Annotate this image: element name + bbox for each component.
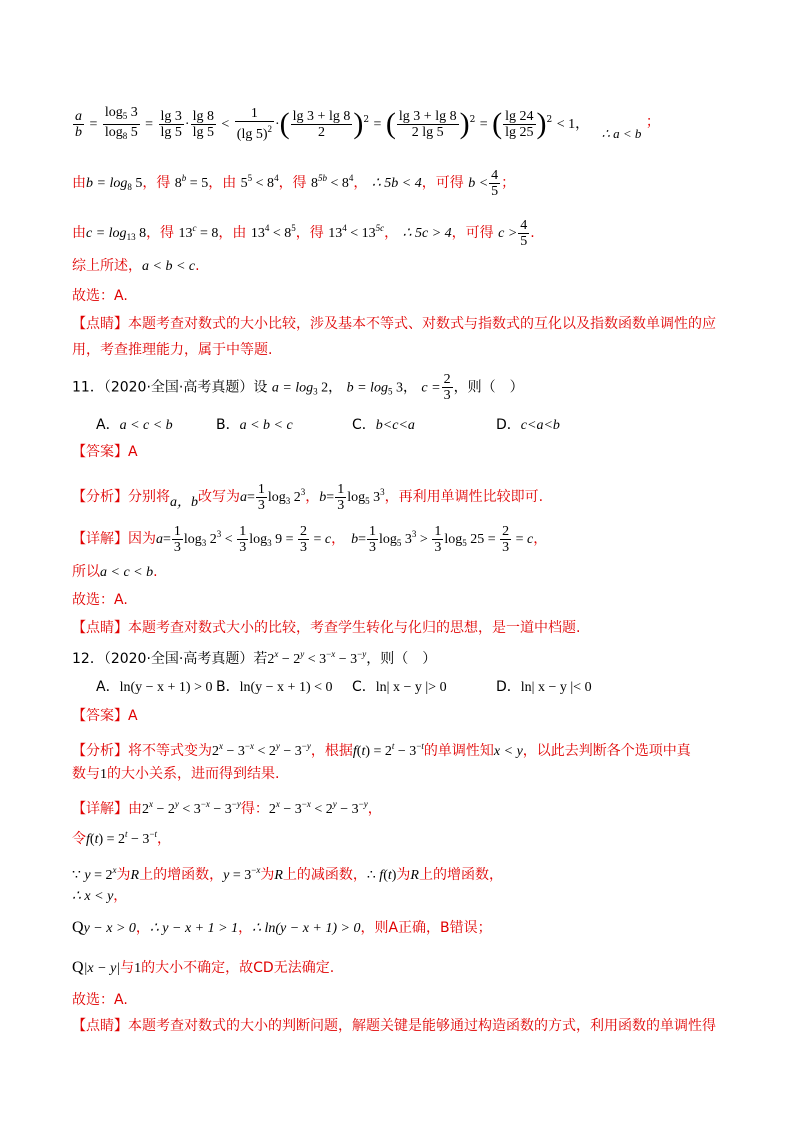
comment-line: 【点睛】本题考查对数式的大小的判断问题，解题关键是能够通过构造函数的方式，利用函数的单调性得	[72, 1018, 716, 1034]
option-text: a < b < c	[239, 418, 293, 433]
text: ，	[384, 225, 399, 241]
option-d[interactable]	[496, 676, 592, 696]
math: a = log	[271, 380, 314, 396]
text: 为	[396, 867, 411, 883]
math-sup: b	[181, 173, 187, 183]
math: 8	[174, 176, 182, 191]
option-label: D．	[496, 417, 521, 433]
math: ∴ 5c > 4	[402, 226, 452, 241]
math: 2，	[317, 380, 343, 396]
text: 的大小不确定，故CD无法确定.	[141, 960, 335, 976]
math: 13	[178, 226, 193, 241]
option-label: C．	[352, 417, 376, 433]
math-rewritten: $2^x - 3^{-x} < 2^y - 3^{-y}$	[212, 741, 311, 759]
text: 数与	[72, 766, 100, 782]
comment-line: 【点睛】本题考查对数式大小的比较，考查学生转化与化归的思想，是一道中档题.	[72, 620, 581, 636]
math-sup: 4	[342, 223, 347, 233]
math-sup: 4	[274, 173, 279, 183]
option-text: ln(y − x + 1) > 0	[119, 680, 213, 695]
option-text: a < c < b	[119, 418, 173, 433]
line-c-derivation	[72, 210, 740, 249]
text: 由	[72, 175, 86, 191]
frac-sum-over-2: $\frac{\lg 3 + \lg 8}{2}$	[292, 108, 351, 140]
text: .	[153, 564, 158, 580]
math: b = log	[86, 176, 128, 191]
option-label: B．	[216, 417, 240, 433]
text: .	[530, 225, 535, 241]
conclusion-cd-line	[72, 958, 740, 979]
frac-log-ratio: $\frac{\log_5 3}{\log_8 5}$	[104, 104, 138, 141]
math-sup: 4	[348, 173, 354, 183]
text: ，	[113, 888, 128, 904]
option-text: b<c<a	[375, 418, 415, 433]
math: |x − y|	[83, 961, 121, 976]
option-label: A．	[96, 679, 120, 695]
option-a[interactable]	[96, 676, 212, 696]
math: = 5	[186, 176, 209, 191]
answer-line: 【答案】A	[72, 708, 138, 724]
because-symbol: Q	[72, 919, 84, 936]
frac-lg24-lg25: $\frac{\lg 24}{\lg 25}$	[505, 108, 534, 140]
math: R	[274, 868, 283, 883]
math: c >	[498, 226, 518, 241]
text: ，由	[208, 175, 237, 191]
den: 5	[520, 233, 528, 249]
frac-lg3-lg5: $\frac{\lg 3}{\lg 5}$	[160, 108, 182, 140]
text: 【详解】	[72, 801, 128, 817]
punct: ；	[645, 114, 660, 130]
question-source: （2020·全国·高考真题）	[103, 651, 254, 667]
text: ，得	[295, 225, 324, 241]
math-sub: 8	[127, 182, 132, 192]
text: ，得	[146, 225, 175, 241]
text: 因为	[128, 531, 156, 547]
frac-lg8-lg5: $\frac{\lg 8}{\lg 5}$	[192, 108, 214, 140]
summary-line	[72, 256, 740, 277]
text: 上的增函数，	[139, 867, 224, 883]
math: c =	[421, 380, 441, 396]
math-y-2x: ∵ $y = 2^x$	[72, 865, 117, 883]
text: 【分析】	[72, 743, 128, 759]
math-condition: $2^x - 2^y < 3^{-x} - 3^{-y}$	[267, 649, 367, 667]
frac-sum-over-2lg5: $\frac{\lg 3 + \lg 8}{2 \lg 5}$	[398, 108, 457, 140]
question-11-stem	[72, 372, 740, 403]
option-b[interactable]	[216, 676, 333, 696]
choice-line: 故选：A.	[72, 288, 128, 304]
math-sup: 4	[264, 223, 270, 233]
analysis-line	[72, 736, 740, 762]
detail-line	[72, 794, 740, 820]
question-number: 12．	[72, 651, 104, 667]
text: ，可得	[451, 225, 494, 241]
num: 4	[520, 217, 528, 233]
text: 由	[72, 225, 86, 241]
analysis-line-2	[72, 764, 740, 785]
math: 5	[240, 176, 248, 191]
detail-line: 【详解】因为a= $\frac{1}{3}$ $\log_3 2^3$ < $\frac{1}{3}$ $\log_3 9$ = $\frac{2}{3}$ = c， b= $\frac{1}{3}$ $\log_5 3^3$ > $\frac{1}{3}$ $\log_5 25$ = $\frac{2}{3}$ = c，	[72, 524, 548, 556]
text: 令	[72, 831, 86, 847]
text: 分别将	[128, 489, 170, 505]
monotonic-line	[72, 860, 740, 886]
analysis-line: 【分析】分别将a，b改写为a= $\frac{1}{3}$ $\log_3 2^3$，b= $\frac{1}{3}$ $\log_5 3^3$，再利用单调性比较即可.	[72, 482, 544, 514]
text: 所以	[72, 564, 100, 580]
option-text: ln| x − y |> 0	[375, 680, 447, 695]
math-a-expr: a= $\frac{1}{3}$ $\log_3 2^3$	[240, 482, 306, 514]
text: 设	[253, 379, 268, 396]
math: R	[130, 868, 140, 883]
math: a < c < b	[100, 565, 154, 580]
question-number: 11．	[72, 379, 104, 396]
text: 的单调性知	[423, 743, 494, 759]
option-text: ln| x − y |< 0	[520, 680, 592, 695]
option-b[interactable]	[216, 414, 293, 434]
math: x < y	[493, 744, 523, 759]
frac-one-over-lg5sq: $\frac{1}{(\lg 5)^2}$	[236, 106, 272, 142]
text: 的大小关系，进而得到结果.	[107, 766, 280, 782]
question-source: （2020·全国·高考真题）	[103, 379, 254, 396]
math-a-comparison: a= $\frac{1}{3}$ $\log_3 2^3$ < $\frac{1}{3}$ $\log_3 9$ = $\frac{2}{3}$ = c	[156, 524, 332, 556]
math: < 8	[269, 226, 292, 241]
text: ；	[501, 175, 516, 191]
text: 与	[120, 960, 135, 976]
text: 综上所述，	[72, 258, 142, 274]
math: b <	[468, 176, 489, 191]
math: 13	[250, 226, 265, 241]
math: 8	[311, 176, 319, 191]
frac-4-5	[489, 168, 500, 199]
text: ，以此去判断各个选项中真	[522, 743, 691, 759]
math-sub: 13	[126, 232, 136, 242]
answer-line: 【答案】A	[72, 444, 138, 460]
text: 上的减函数，	[282, 867, 367, 883]
math: R	[410, 868, 419, 883]
math: = 8	[196, 226, 219, 241]
math: 1	[100, 767, 107, 782]
math: 1	[134, 961, 142, 976]
conclusion-ab-line	[72, 918, 740, 939]
text: ，根据	[310, 743, 353, 759]
question-12-stem	[72, 644, 740, 670]
text: 为	[116, 867, 131, 883]
because-symbol: Q	[72, 959, 84, 976]
comment-line-2: 用，考查推理能力，属于中等题.	[72, 342, 273, 358]
math-sub: 3	[313, 386, 318, 397]
den: 5	[491, 183, 499, 199]
math: a，b	[170, 495, 198, 510]
math-sub: 5	[387, 386, 393, 397]
math-y-3negx: $y = 3^{-x}$	[223, 865, 261, 883]
text: ，得	[278, 175, 307, 191]
math: ∴ ln(y − x + 1) > 0	[252, 921, 361, 936]
text: ，再利用单调性比较即可.	[384, 489, 544, 505]
text: 得：	[240, 801, 269, 817]
text: 【详解】	[72, 531, 128, 547]
comment-line: 【点睛】本题考查对数式的大小比较，涉及基本不等式、对数式与指数式的互化以及指数函数单调性的应	[72, 316, 716, 332]
num: 2	[443, 372, 451, 387]
text: ，则（ ）	[366, 651, 437, 667]
text: ，则A正确，B错误；	[360, 920, 492, 936]
text: ，	[135, 920, 150, 936]
math: a < b < c	[142, 259, 196, 274]
math: < 8	[327, 176, 349, 191]
text: 若	[253, 651, 268, 667]
math: 5	[131, 176, 143, 191]
option-label: A．	[96, 417, 120, 433]
text: ，可得	[421, 175, 464, 191]
option-a[interactable]	[96, 414, 173, 434]
text: ，	[353, 175, 368, 191]
frac-4-5	[518, 218, 529, 249]
math: ∴ 5b < 4	[371, 176, 422, 191]
math: c = log	[86, 226, 127, 241]
math: < 13	[346, 226, 376, 241]
text: 上的增函数，	[418, 867, 503, 883]
math-sup: 5b	[318, 173, 328, 183]
text: ，	[157, 831, 172, 847]
option-label: C．	[352, 679, 376, 695]
num: 4	[491, 167, 499, 183]
math: < 8	[252, 176, 275, 191]
x-lt-y-line	[72, 886, 740, 907]
text: ，由	[218, 225, 247, 241]
line-b-derivation	[72, 160, 740, 199]
text: ，	[238, 920, 253, 936]
text: 改写为	[198, 489, 240, 505]
text: ，则（ ）	[453, 379, 524, 396]
option-label: B．	[216, 679, 240, 695]
text: 【分析】	[72, 489, 128, 505]
text: 由	[128, 801, 142, 817]
math-sup: c	[192, 223, 197, 233]
option-label: D．	[496, 679, 521, 695]
math-f-def: $f(t) = 2^t - 3^{-t}$	[86, 829, 158, 847]
math: 8	[135, 226, 147, 241]
inequality-chain-line: $\frac{a}{b}$ = $\frac{\log_5 3}{\log_8 5}$ = $\frac{\lg 3}{\lg 5}$ · $\frac{\lg 8}{\lg 5}$ < $\frac{1}{(\lg 5)^2}$ ·( $\frac{\lg 3 + \lg 8}{2}$ )$^2$ = ( $\frac{\lg 3 + \lg 8}{2 \lg 5}$ )$^2$ = ( $\frac{\lg 24}{\lg 25}$ )$^2$ < 1， ∴ a < b ；	[75, 104, 660, 142]
text: ，	[367, 801, 382, 817]
text: 为	[260, 867, 275, 883]
math-f-def: $f(t) = 2^t - 3^{-t}$	[352, 741, 424, 759]
math-sup: 5	[291, 223, 296, 233]
option-c[interactable]	[352, 414, 415, 434]
therefore-a-lt-b: ∴ a < b	[601, 126, 642, 141]
choice-line: 故选：A.	[72, 592, 128, 608]
math-b-expr: b= $\frac{1}{3}$ $\log_5 3^3$	[319, 482, 385, 514]
option-text: ln(y − x + 1) < 0	[239, 680, 333, 695]
choice-line: 故选：A.	[72, 992, 128, 1008]
text: ，得	[142, 175, 171, 191]
text: ，	[533, 531, 548, 547]
math: ∴ x < y	[72, 889, 114, 904]
option-c[interactable]	[352, 676, 447, 696]
option-text: c<a<b	[520, 418, 560, 433]
math: y − x > 0	[83, 921, 136, 936]
math-sup: 5c	[375, 223, 385, 233]
frac-a-over-b: $\frac{a}{b}$	[75, 108, 82, 140]
math-rewritten: $2^x - 3^{-x} < 2^y - 3^{-y}$	[268, 799, 368, 817]
den: 3	[443, 388, 451, 403]
so-line	[72, 562, 740, 583]
let-line	[72, 824, 740, 850]
math-b-comparison: b= $\frac{1}{3}$ $\log_5 3^3$ > $\frac{1}{3}$ $\log_5 25$ = $\frac{2}{3}$ = c	[351, 524, 534, 556]
math: b = log	[346, 380, 388, 396]
math-f-t: ∴ f(t)	[366, 868, 397, 883]
text: .	[195, 258, 200, 274]
option-d[interactable]	[496, 414, 560, 434]
math: ∴ y − x + 1 > 1	[149, 921, 239, 936]
math-sup: 5	[247, 173, 253, 183]
text: 将不等式变为	[128, 743, 212, 759]
math: 13	[328, 226, 343, 241]
frac-2-3	[442, 372, 453, 403]
math-given: $2^x - 2^y < 3^{-x} - 3^{-y}$	[142, 799, 241, 817]
math: 3，	[392, 380, 417, 396]
